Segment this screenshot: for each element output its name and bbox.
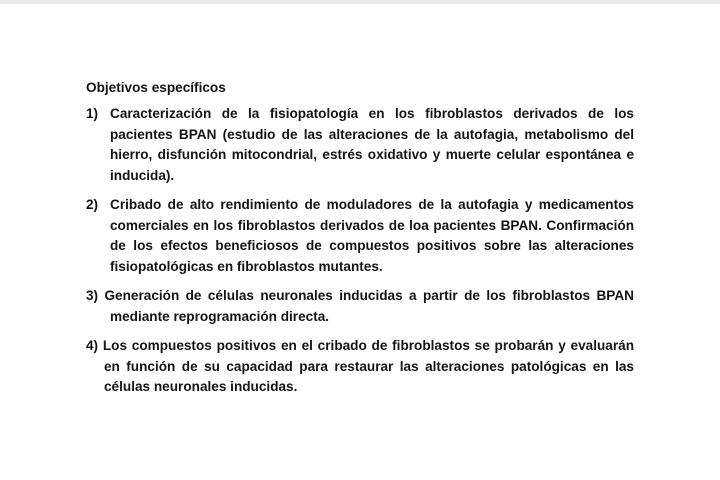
objective-number: 2) <box>86 197 99 212</box>
objective-item-4 <box>86 336 634 398</box>
section-heading: Objetivos específicos <box>86 80 226 95</box>
objective-item-3 <box>86 286 634 327</box>
objective-text: Cribado de alto rendimiento de moduladores de la autofagia y medicamentos comerciales en los fibroblastos derivados de loa pacientes BPAN. Confirmación de los efectos beneficiosos de compuestos positivos sobre las alteraciones fisiopatológicas en fibroblastos mutantes. <box>110 197 634 274</box>
top-edge-strip <box>0 0 720 4</box>
objective-text: Generación de células neuronales inducidas a partir de los fibroblastos BPAN mediante reprogramación directa. <box>104 288 634 324</box>
objective-item-1 <box>86 104 634 186</box>
objective-number: 3) <box>86 288 105 303</box>
document-body <box>86 78 634 407</box>
objective-text: Caracterización de la fisiopatología en los fibroblastos derivados de los pacientes BPAN (estudio de las alteraciones de la autofagia, metabolismo del hierro, disfunción mitocondrial, estrés oxidativo y muerte celular espontánea e inducida). <box>110 106 634 183</box>
objective-item-2 <box>86 195 634 277</box>
objective-text: Los compuestos positivos en el cribado de fibroblastos se probarán y evaluarán en función de su capacidad para restaurar las alteraciones patológicas en las células neuronales inducidas. <box>102 338 634 394</box>
objective-number: 4) <box>86 338 103 353</box>
objective-number: 1) <box>86 106 99 121</box>
objectives-list <box>86 104 634 398</box>
